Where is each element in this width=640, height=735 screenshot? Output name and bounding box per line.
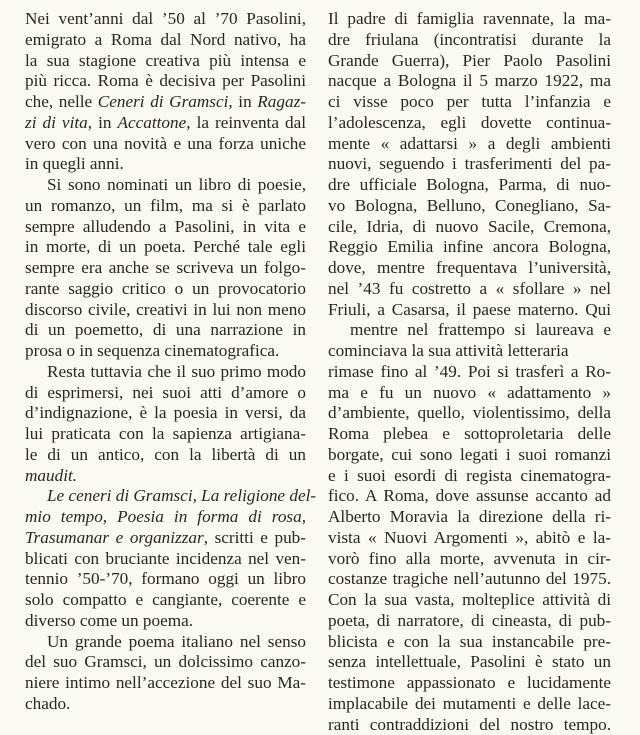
text-line: vorò fino alla morte, avvenuta in cir-	[328, 549, 611, 570]
text-line: la sua stagione creativa più intensa e	[25, 51, 306, 72]
text-line: Nei vent’anni dal ’50 al ’70 Pasolini,	[25, 9, 306, 30]
italic-title: Ceneri di Gramsci	[98, 92, 229, 111]
text-line: vista « Nuovi Argomenti », abitò e la-	[328, 528, 611, 549]
text-line: prosa o in sequenza cinematografica.	[25, 341, 306, 362]
text-line: Trasumanar e organizzar, scritti e pub-	[25, 528, 306, 549]
text-line: blicista e con la sua instancabile pre-	[328, 632, 611, 653]
text-line: d’ambiente, quello, violentissimo, della	[328, 403, 611, 424]
text-line: l’adolescenza, egli dovette continua-	[328, 113, 611, 134]
text-line: ma e fu un nuovo « adattamento »	[328, 383, 611, 404]
text-line: nel ’43 fu costretto a « sfollare » nel	[328, 279, 611, 300]
text-line: poeta, di narratore, di cineasta, di pub-	[328, 611, 611, 632]
left-column	[25, 9, 306, 715]
text-line: discorso civile, creativi in lui non meno	[25, 300, 306, 321]
italic-title: zi di vita	[25, 113, 88, 132]
text-line: rante saggio critico o un provocatorio	[25, 279, 306, 300]
paragraph	[25, 175, 306, 362]
paragraph	[328, 320, 611, 735]
text-line: cile, Idria, di nuovo Sacile, Cremona,	[328, 217, 611, 238]
text-line: niere intimo nell’accezione del suo Ma-	[25, 673, 306, 694]
text-line: dove, mentre frequentava l’università,	[328, 258, 611, 279]
paragraph	[25, 362, 306, 487]
paragraph	[25, 486, 306, 631]
italic-title: Ragaz-	[257, 92, 306, 111]
text-line: Le ceneri di Gramsci, La religione del-	[25, 486, 306, 507]
text-line: Roma plebea e sottoproletaria delle	[328, 424, 611, 445]
text-line: diverso come un poema.	[25, 611, 306, 632]
text-line: Grande Guerra), Pier Paolo Pasolini	[328, 51, 611, 72]
text-line: solo compatto e cangiante, coerente e	[25, 590, 306, 611]
text-line: d’indignazione, è la poesia in versi, da	[25, 403, 306, 424]
text-line: di esprimersi, nei suoi atti d’amore o	[25, 383, 306, 404]
text-line: emigrato a Roma dal Nord nativo, ha	[25, 30, 306, 51]
text-line: costanze tragiche nell’autunno del 1975.	[328, 569, 611, 590]
text-line: Il padre di famiglia ravennate, la ma-	[328, 9, 611, 30]
text-line: Un grande poema italiano nel senso	[25, 632, 306, 653]
text-line: mente « adattarsi » a degli ambienti	[328, 134, 611, 155]
paragraph	[328, 9, 611, 320]
text-line: dre friulana (incontratisi durante la	[328, 30, 611, 51]
text-line: testimone appassionato e lucidamente	[328, 673, 611, 694]
text-line: blicati con bruciante incidenza nel ven-	[25, 549, 306, 570]
text-line: e i suoi esordi di regista cinematogra-	[328, 466, 611, 487]
text-line: senza intellettuale, Pasolini è stato un	[328, 652, 611, 673]
text-line: Si sono nominati un libro di poesie,	[25, 175, 306, 196]
text-line: zi di vita, in Accattone, la reinventa dal	[25, 113, 306, 134]
text-line: vero con una novità e una forza uniche	[25, 134, 306, 155]
text-line: vo Bologna, Belluno, Conegliano, Sa-	[328, 196, 611, 217]
text-line: maudit.	[25, 466, 306, 487]
paragraph	[25, 632, 306, 715]
text-line: di un poemetto, di una narrazione in	[25, 320, 306, 341]
text-line: dre ufficiale Bologna, Parma, di nuo-	[328, 175, 611, 196]
text-line: Resta tuttavia che il suo primo modo	[25, 362, 306, 383]
text-line: cominciava la sua attività letteraria	[328, 341, 611, 362]
text-line: lui praticata con la sapienza artigiana-	[25, 424, 306, 445]
text-line: ranti contraddizioni del nostro tempo.	[328, 715, 611, 735]
text-line: un romanzo, un film, ma si è parlato	[25, 196, 306, 217]
text-line: che, nelle Ceneri di Gramsci, in Ragaz-	[25, 92, 306, 113]
text-line: fico. A Roma, dove assunse accanto ad	[328, 486, 611, 507]
paragraph	[25, 9, 306, 175]
text-line: sempre era anche se scriveva un folgo-	[25, 258, 306, 279]
text-line: borgate, cui sono legati i suoi romanzi	[328, 445, 611, 466]
text-line: sempre alludendo a Pasolini, in vita e	[25, 217, 306, 238]
text-line: mentre nel frattempo si laureava e	[328, 320, 611, 341]
text-line: rimase fino al ’49. Poi si trasferì a Ro-	[328, 362, 611, 383]
italic-title: Trasumanar e organizzar	[25, 528, 204, 547]
text-line: mio tempo, Poesia in forma di rosa,	[25, 507, 306, 528]
text-line: Friuli, a Casarsa, il paese materno. Qui	[328, 300, 611, 321]
text-line: Alberto Moravia la direzione della ri-	[328, 507, 611, 528]
text-line: ci visse poco per tutta l’infanzia e	[328, 92, 611, 113]
text-line: Con la sua vasta, molteplice attività di	[328, 590, 611, 611]
text-line: chado.	[25, 694, 306, 715]
text-line: le di un antico, con la libertà di un	[25, 445, 306, 466]
italic-title: Accattone	[118, 113, 187, 132]
text-line: nuovi, seguendo i trasferimenti del pa-	[328, 154, 611, 175]
text-line: nacque a Bologna il 5 marzo 1922, ma	[328, 71, 611, 92]
text-line: in morte, di un poeta. Perché tale egli	[25, 237, 306, 258]
text-line: del suo Gramsci, un dolcissimo canzo-	[25, 652, 306, 673]
text-line: Reggio Emilia infine ancora Bologna,	[328, 237, 611, 258]
text-line: tennio ’50-’70, formano oggi un libro	[25, 569, 306, 590]
right-column	[328, 9, 611, 735]
text-line: implacabile dei mutamenti e delle lace-	[328, 694, 611, 715]
text-line: in quegli anni.	[25, 154, 306, 175]
text-line: più ricca. Roma è decisiva per Pasolini	[25, 71, 306, 92]
